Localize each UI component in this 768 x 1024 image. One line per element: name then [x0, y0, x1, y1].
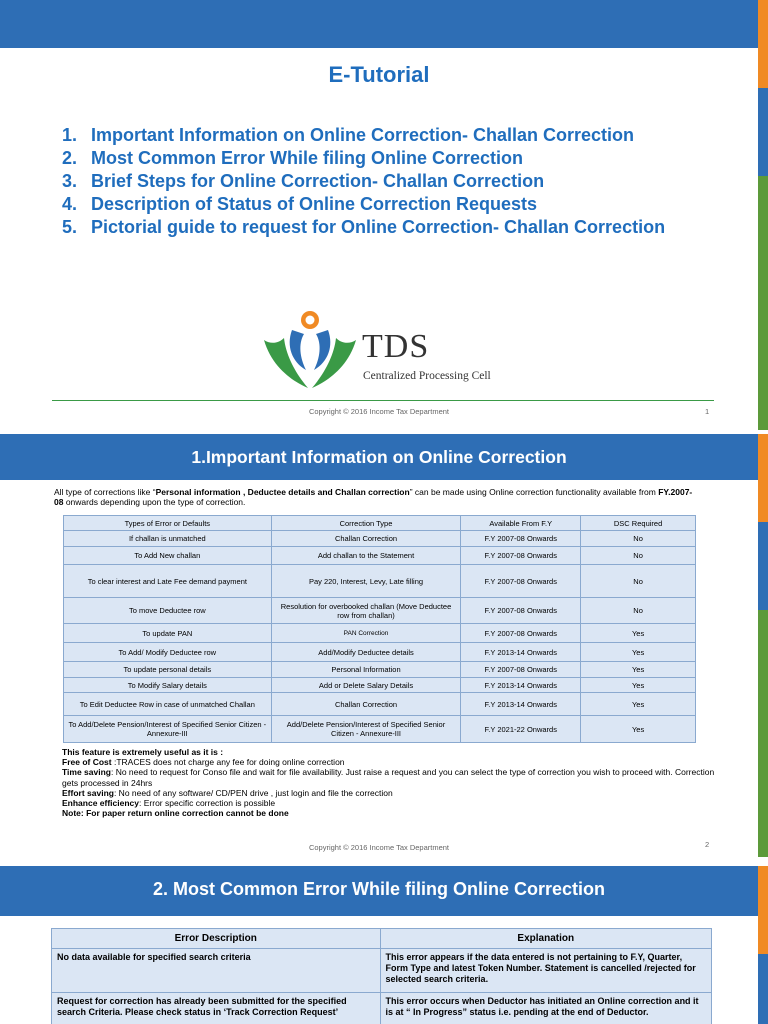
- copyright-text: Copyright © 2016 Income Tax Department: [308, 407, 450, 416]
- table-header-cell: Types of Error or Defaults: [64, 516, 272, 531]
- table-of-contents: [62, 124, 665, 239]
- correction-types-table: [63, 515, 696, 743]
- table-row: To Edit Deductee Row in case of unmatched Challan Challan Correction F.Y 2013-14 Onwards Yes: [64, 693, 696, 716]
- table-row: If challan is unmatched Challan Correction F.Y 2007-08 Onwards No: [64, 531, 696, 547]
- table-header-cell: Error Description: [52, 929, 381, 949]
- features-list: [62, 747, 722, 818]
- section-heading: 1.Important Information on Online Correction: [0, 434, 758, 480]
- edge-strip-green-2: [758, 610, 768, 857]
- table-header-cell: Explanation: [380, 929, 712, 949]
- feature-item: Enhance efficiency: Error specific correction is possible: [62, 798, 276, 809]
- note-text: Note: For paper return online correction cannot be done: [62, 808, 289, 819]
- table-header-row: [64, 516, 696, 531]
- table-header-row: [52, 929, 712, 949]
- feature-item: Time saving: No need to request for Conso file and wait for file availability. Just raise a request and you can select the type of correction you wish to proceed with. Correction gets processed in 24hrs: [62, 767, 715, 788]
- footer-divider: [52, 400, 714, 401]
- toc-item[interactable]: 2. Most Common Error While filing Online Correction: [62, 148, 524, 168]
- tds-emblem-icon: [262, 310, 358, 396]
- edge-strip-blue-3: [758, 954, 768, 1024]
- slide-2: [0, 434, 758, 857]
- tds-logo: [262, 306, 512, 398]
- edge-strip-orange: [758, 0, 768, 88]
- table-row: To clear interest and Late Fee demand payment Pay 220, Interest, Levy, Late filling F.Y 2007-08 Onwards No: [64, 565, 696, 598]
- toc-item[interactable]: 4. Description of Status of Online Correction Requests: [62, 194, 538, 214]
- table-row: To Add/Delete Pension/Interest of Specified Senior Citizen - Annexure-III Add/Delete Pension/Interest of Specified Senior Citizen - Annexure-III F.Y 2021-22 Onwards Yes: [64, 716, 696, 743]
- edge-strip-green: [758, 176, 768, 430]
- table-row: No data available for specified search criteria This error appears if the data entered is not pertaining to F.Y, Quarter, Form Type and latest Token Number. Statement is cancelled /rejected for selected search criteria.: [52, 949, 712, 993]
- edge-strip-orange-2: [758, 434, 768, 522]
- logo-title: TDS: [362, 328, 430, 365]
- section-heading: 2. Most Common Error While filing Online Correction: [0, 866, 758, 916]
- table-row: To update PAN PAN Correction F.Y 2007-08 Onwards Yes: [64, 624, 696, 643]
- logo-subtitle: Centralized Processing Cell: [363, 370, 491, 382]
- table-header-cell: Available From F.Y: [461, 516, 581, 531]
- feature-item: Free of Cost :TRACES does not charge any fee for doing online correction: [62, 757, 345, 768]
- table-row: To update personal details Personal Information F.Y 2007-08 Onwards Yes: [64, 662, 696, 678]
- table-row: To Modify Salary details Add or Delete Salary Details F.Y 2013-14 Onwards Yes: [64, 678, 696, 693]
- page-number: 1: [705, 407, 710, 416]
- top-header-bar: [0, 0, 758, 48]
- table-row: Request for correction has already been submitted for the specified search Criteria. Please check status in ‘Track Correction Request’ This error occurs when Deductor has initiated an Online correction and it is at “ In Progress” status i.e. pending at the end of Deductor.: [52, 993, 712, 1024]
- table-header-cell: DSC Required: [581, 516, 696, 531]
- feature-item: Effort saving: No need of any software/ CD/PEN drive , just login and file the correction: [62, 787, 393, 798]
- toc-item[interactable]: 1. Important Information on Online Correction- Challan Correction: [62, 125, 635, 145]
- table-header-cell: Correction Type: [271, 516, 461, 531]
- common-errors-table: [51, 928, 712, 1024]
- page-title: E-Tutorial: [328, 62, 430, 87]
- intro-paragraph: All type of corrections like “Personal information , Deductee details and Challan correction” can be made using Online correction functionality available from FY.2007-08 onwards depending upon the type of correction.: [54, 487, 693, 507]
- table-row: To move Deductee row Resolution for overbooked challan (Move Deductee row from challan) F.Y 2007-08 Onwards No: [64, 598, 696, 624]
- page-number: 2: [705, 840, 710, 849]
- table-row: To Add New challan Add challan to the Statement F.Y 2007-08 Onwards No: [64, 547, 696, 565]
- copyright-text: Copyright © 2016 Income Tax Department: [308, 843, 450, 852]
- edge-strip-orange-3: [758, 866, 768, 954]
- toc-item[interactable]: 3. Brief Steps for Online Correction- Challan Correction: [62, 171, 545, 191]
- slide-1: [0, 0, 758, 430]
- edge-strip-blue-2: [758, 522, 768, 610]
- edge-strip-blue: [758, 88, 768, 176]
- toc-item[interactable]: 5. Pictorial guide to request for Online Correction- Challan Correction: [62, 217, 666, 237]
- slide-3: [0, 866, 758, 1024]
- features-heading: This feature is extremely useful as it is :: [62, 747, 224, 757]
- table-row: To Add/ Modify Deductee row Add/Modify Deductee details F.Y 2013-14 Onwards Yes: [64, 643, 696, 662]
